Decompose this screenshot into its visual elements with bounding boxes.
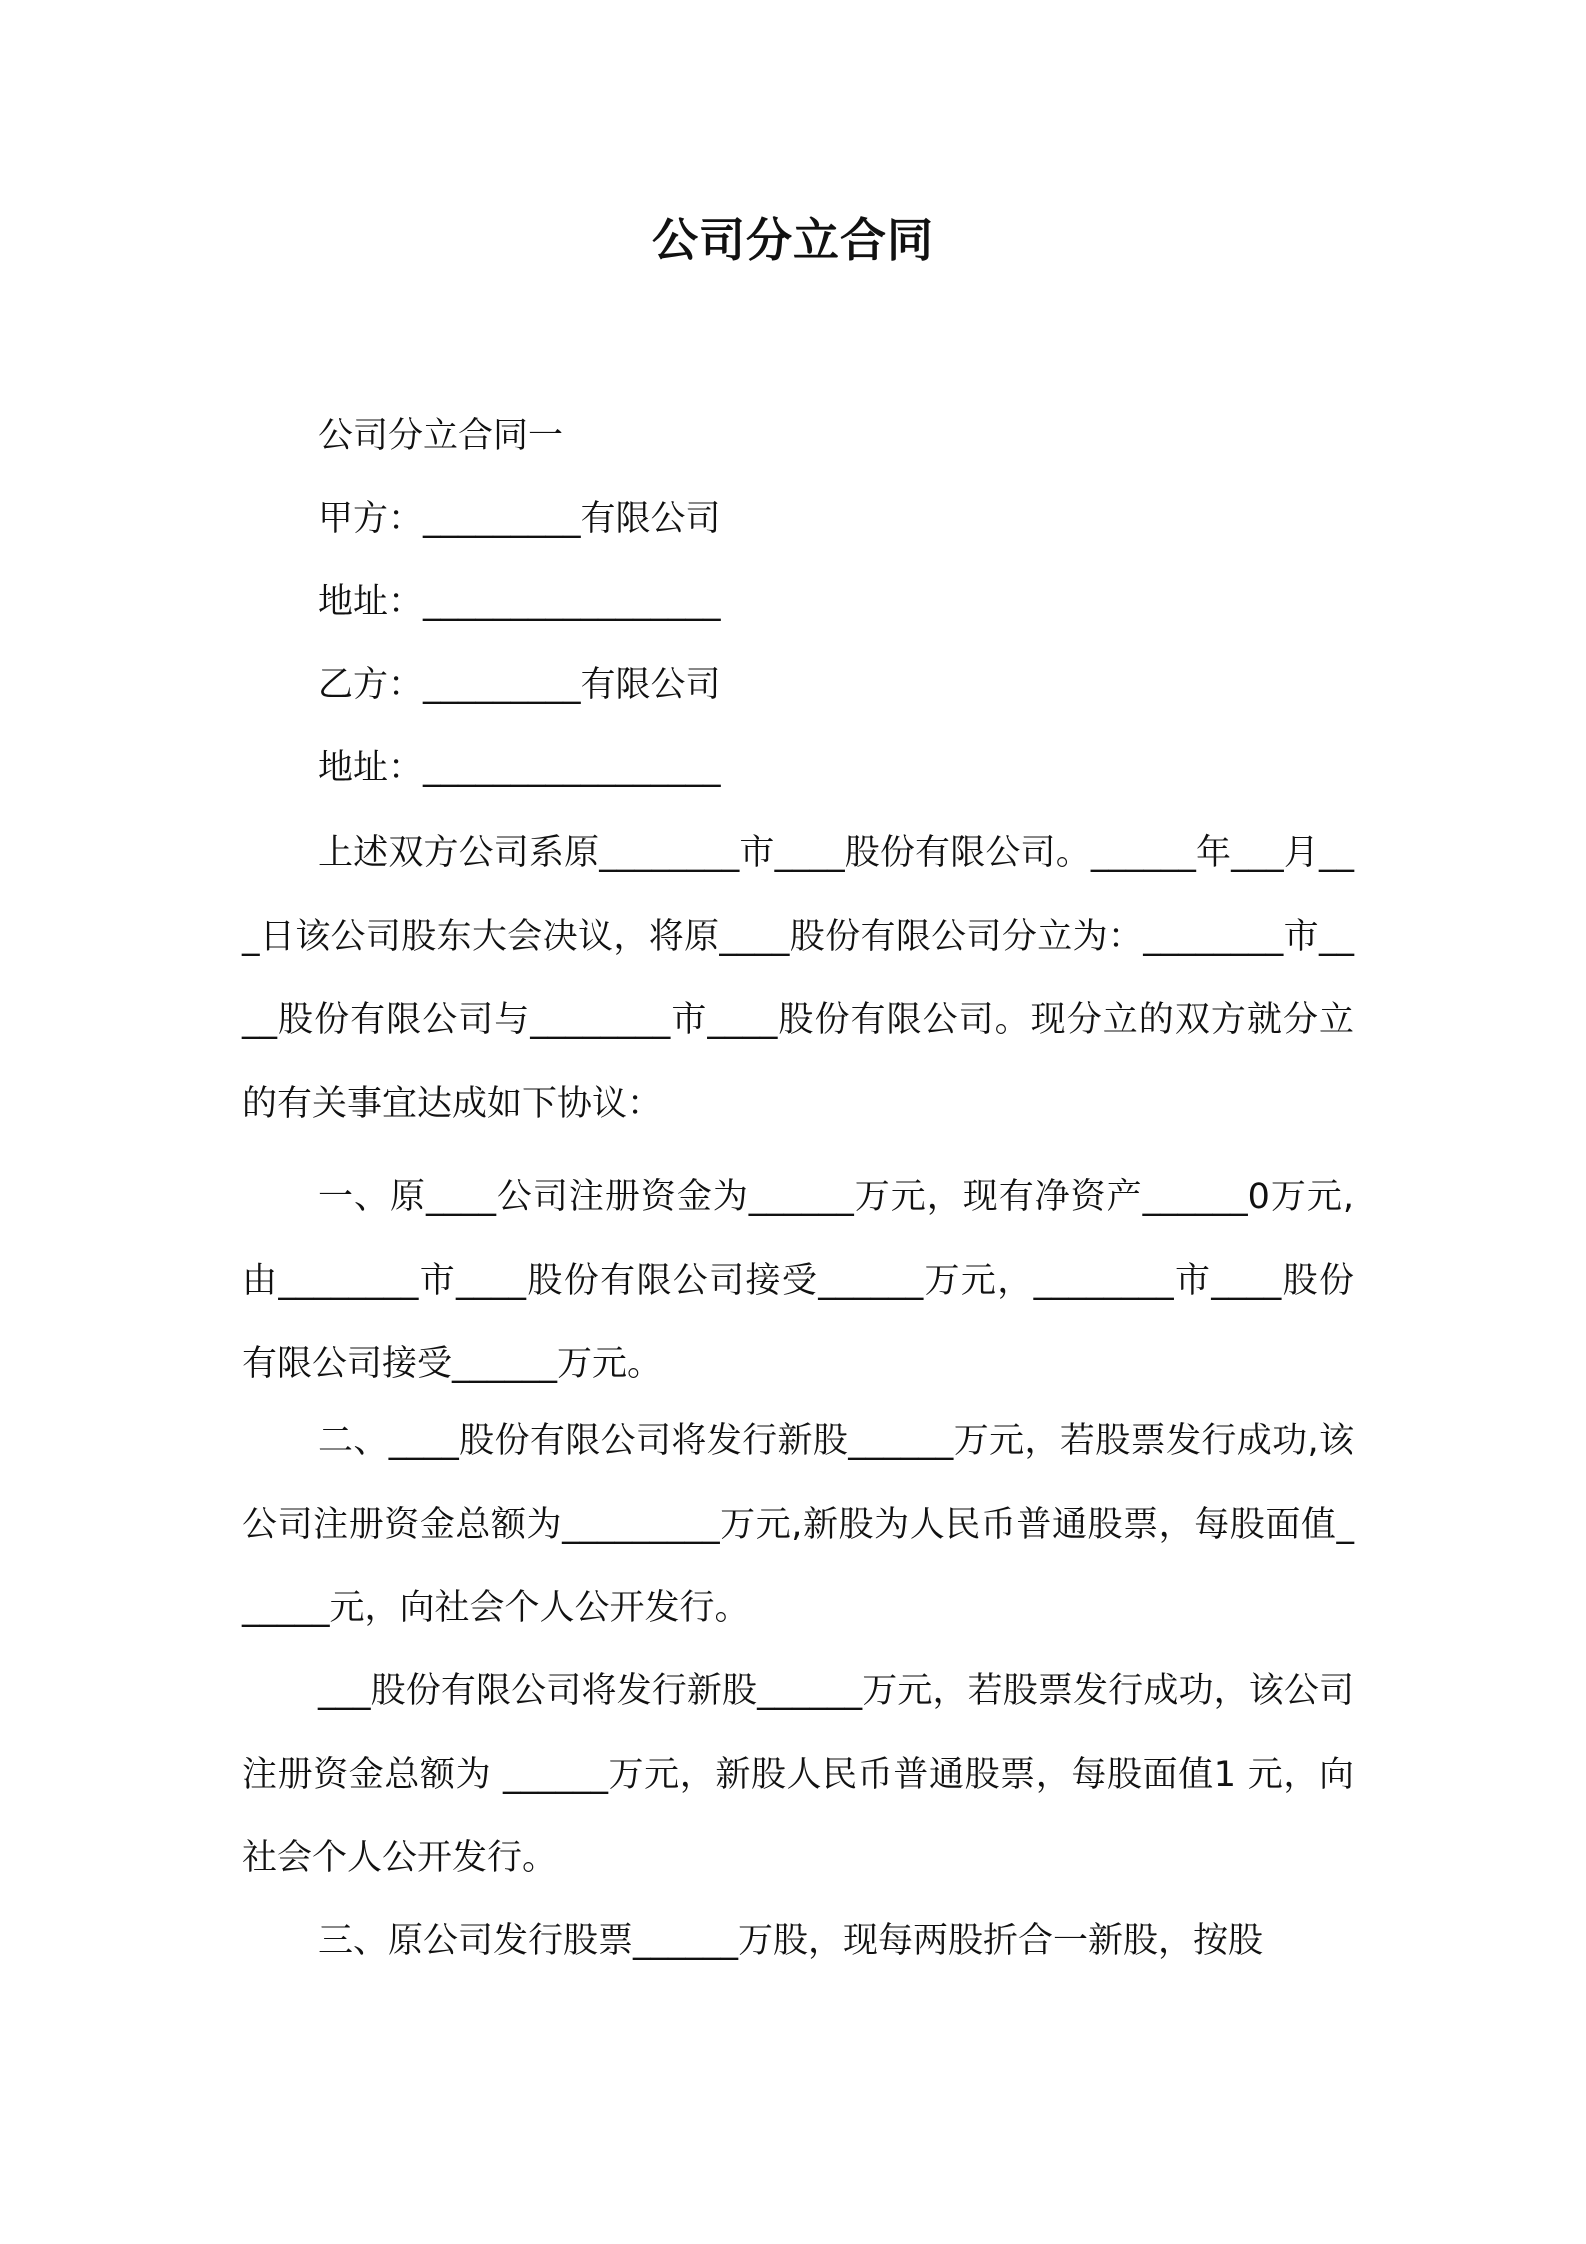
party-b-line: 乙方：_________有限公司 [318, 665, 721, 705]
clause-3-paragraph: 三、原公司发行股票______万股，现每两股折合一新股，按股 [318, 1921, 1264, 1961]
preamble-paragraph: 上述双方公司系原________市____股份有限公司。______年___月___日该公司股东大会决议，将原____股份有限公司分立为：________市____股份有限公司与________市____股份有限公司。现分立的双方就分立的有关事宜达成如下协议： [242, 833, 1354, 1124]
clause-2-paragraph: 二、____股份有限公司将发行新股______万元，若股票发行成功,该公司注册资金总额为_________万元,新股为人民币普通股票，每股面值______元，向社会个人公开发行。 [242, 1421, 1354, 1628]
party-a-address: 地址：_________________ [318, 582, 721, 622]
contract-subtitle: 公司分立合同一 [318, 416, 564, 456]
party-a-line: 甲方：_________有限公司 [318, 499, 721, 539]
document-title: 公司分立合同 [652, 213, 934, 267]
clause-2b-paragraph: ___股份有限公司将发行新股______万元，若股票发行成功，该公司注册资金总额为 ______万元，新股人民币普通股票，每股面值1 元，向社会个人公开发行。 [242, 1671, 1354, 1878]
clause-1-paragraph: 一、原____公司注册资金为______万元，现有净资产______0万元,由________市____股份有限公司接受______万元，________市____股份有限公司接受______万元。 [242, 1177, 1354, 1384]
party-b-address: 地址：_________________ [318, 748, 721, 788]
